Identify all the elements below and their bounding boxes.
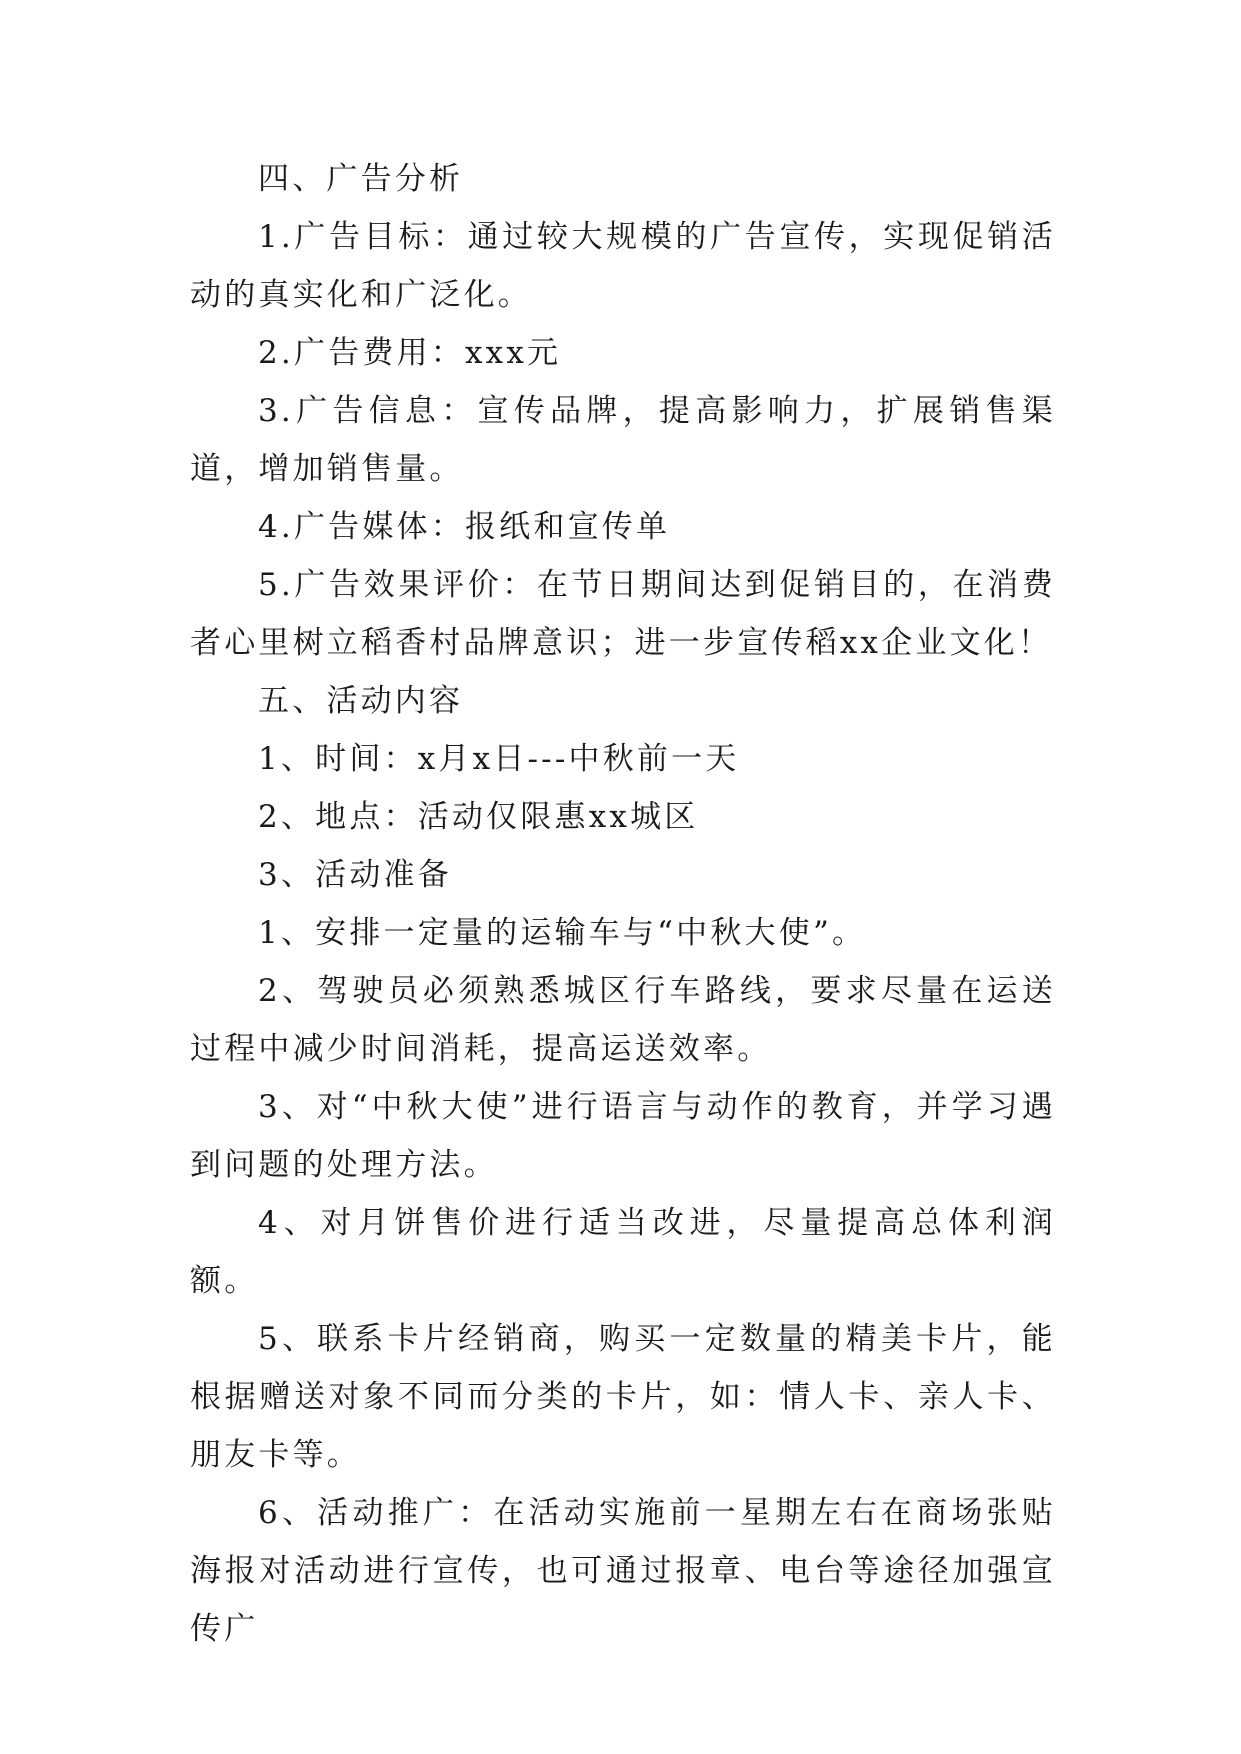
paragraph-prep-cards: 5、联系卡片经销商，购买一定数量的精美卡片，能根据赠送对象不同而分类的卡片，如：情人卡、亲人卡、朋友卡等。 (190, 1321, 1056, 1473)
paragraph-ad-info: 3.广告信息：宣传品牌，提高影响力，扩展销售渠道，增加销售量。 (190, 393, 1056, 487)
paragraph-prep-pricing: 4、对月饼售价进行适当改进，尽量提高总体利润额。 (190, 1205, 1056, 1299)
paragraph-ad-goal: 1.广告目标：通过较大规模的广告宣传，实现促销活动的真实化和广泛化。 (190, 219, 1056, 313)
paragraph-prep-training: 3、对“中秋大使”进行语言与动作的教育，并学习遇到问题的处理方法。 (190, 1089, 1056, 1183)
paragraph-prep-drivers: 2、驾驶员必须熟悉城区行车路线，要求尽量在运送过程中减少时间消耗，提高运送效率。 (190, 973, 1056, 1067)
paragraph-preparation-heading: 3、活动准备 (258, 857, 452, 893)
paragraph-ad-cost: 2.广告费用：xxx元 (258, 335, 562, 371)
section-heading-ad-analysis: 四、广告分析 (258, 161, 464, 197)
section-heading-activity-content: 五、活动内容 (258, 683, 464, 719)
paragraph-ad-evaluation: 5.广告效果评价：在节日期间达到促销目的，在消费者心里树立稻香村品牌意识；进一步宣传稻xx企业文化！ (190, 567, 1056, 661)
paragraph-ad-media: 4.广告媒体：报纸和宣传单 (258, 509, 671, 545)
paragraph-location: 2、地点：活动仅限惠xx城区 (258, 799, 699, 835)
paragraph-time: 1、时间：x月x日---中秋前一天 (258, 741, 740, 777)
paragraph-prep-vehicles: 1、安排一定量的运输车与“中秋大使”。 (258, 915, 867, 951)
paragraph-promotion: 6、活动推广：在活动实施前一星期左右在商场张贴海报对活动进行宣传，也可通过报章、电台等途径加强宣传广 (190, 1495, 1056, 1647)
document-body (190, 150, 1056, 1658)
